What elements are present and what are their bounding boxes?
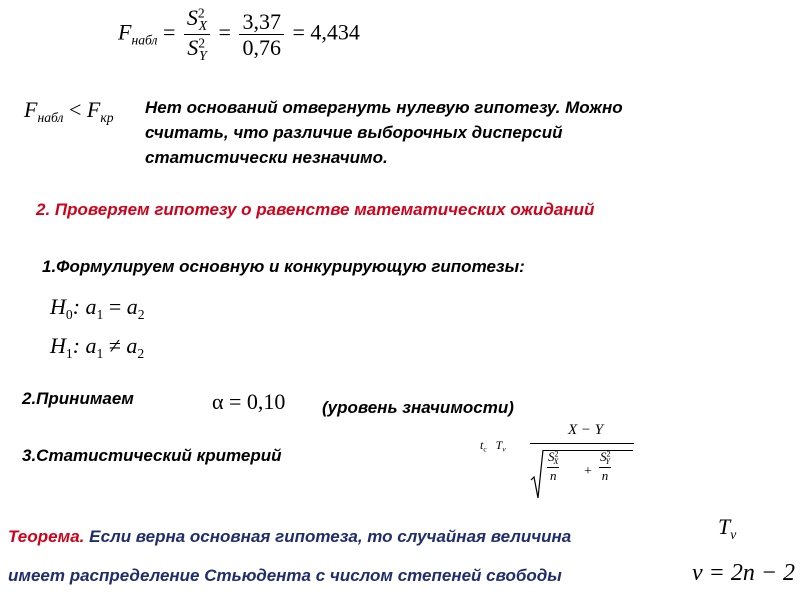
f-result: = 4,434: [292, 19, 360, 45]
theorem-line-2: имеет распределение Стьюдента с числом степеней свободы: [8, 566, 562, 585]
equals-sign: =: [162, 19, 176, 45]
theorem-t-symbol: T: [718, 514, 731, 539]
h0-symbol: H: [50, 294, 66, 319]
alpha-value: α = 0,10: [212, 389, 286, 414]
t-fraction-line: [530, 443, 634, 444]
h1-rhs: a: [126, 333, 138, 358]
f-obs-symbol: F: [24, 97, 38, 122]
t-n1: n: [547, 467, 560, 483]
value-numerator: 3,37: [242, 8, 281, 34]
h1-sub: 1: [65, 345, 73, 361]
sqrt-icon: [530, 448, 544, 500]
t-statistic-formula: [480, 422, 640, 502]
t-sy-sub: Y: [605, 456, 611, 466]
sx-sup: 2: [197, 5, 205, 21]
f-symbol: F: [118, 19, 132, 45]
hypothesis-h0: [50, 294, 145, 323]
t-numerator: X − Y: [568, 422, 604, 438]
step2-heading: 2. Проверяем гипотезу о равенстве математических ожиданий: [36, 200, 595, 219]
significance-note: (уровень значимости): [322, 398, 514, 417]
t-n2: n: [599, 467, 612, 483]
variance-ratio-fraction: [184, 6, 210, 63]
tv-symbol: T: [495, 438, 503, 452]
sx-sub: X: [198, 17, 208, 33]
theorem-tv: [718, 514, 736, 543]
h0-rhs-sub: 2: [137, 306, 145, 322]
conclusion-line-2: считать, что различие выборочных дисперсий: [145, 123, 563, 142]
f-obs-sub: набл: [37, 109, 64, 125]
f-observed-formula: [118, 6, 360, 63]
t-sy: S: [600, 449, 607, 464]
h1-symbol: H: [50, 333, 66, 358]
h0-sub: 0: [65, 306, 73, 322]
h0-relation: =: [108, 294, 122, 319]
t-sy-sup: 2: [606, 449, 611, 459]
theorem-t-sub: ν: [730, 526, 737, 542]
sy-over-n: [597, 450, 613, 483]
less-than-sign: <: [68, 97, 82, 122]
conclusion-line-3: статистически незначимо.: [145, 148, 388, 167]
h0-body-sub: 1: [96, 306, 104, 322]
substep1-label: 1.Формулируем основную и конкурирующую гипотезы:: [42, 257, 525, 276]
t-sx-sup: 2: [554, 449, 559, 459]
substep3-label: 3.Статистический критерий: [22, 446, 282, 465]
h0-body: : a: [72, 294, 97, 319]
theorem-line-1: [8, 527, 571, 547]
sy-sub: Y: [199, 47, 207, 63]
h1-body-sub: 1: [96, 345, 104, 361]
f-cr-sub: кр: [100, 109, 114, 125]
sx-symbol: S: [186, 5, 198, 30]
h0-rhs: a: [126, 294, 138, 319]
theorem-text-1: Если верна основная гипотеза, то случайная величина: [84, 527, 572, 546]
h1-rhs-sub: 2: [137, 345, 145, 361]
value-fraction: [239, 10, 284, 59]
tv-sub: v: [502, 444, 506, 454]
h1-relation: ≠: [108, 333, 121, 358]
sy-symbol: S: [187, 35, 199, 61]
hypothesis-h1: [50, 333, 144, 362]
t-lhs: [480, 438, 506, 454]
value-denominator: 0,76: [239, 34, 284, 59]
f-subscript: набл: [131, 32, 158, 48]
equals-sign-2: =: [218, 19, 231, 45]
t-plus: +: [584, 464, 592, 479]
t-sx-sub: X: [553, 456, 559, 466]
conclusion-line-1: Нет оснований отвергнуть нулевую гипотезу. Можно: [145, 98, 623, 117]
sy-sup: 2: [198, 35, 206, 51]
degrees-of-freedom-formula: ν = 2n − 2: [692, 560, 796, 586]
f-comparison: [24, 97, 114, 126]
t-lhs-symbol: t: [480, 438, 484, 452]
sx-over-n: [545, 450, 561, 483]
h1-body: : a: [72, 333, 97, 358]
t-lhs-sub: c: [483, 444, 487, 454]
f-cr-symbol: F: [86, 97, 101, 122]
t-sx: S: [548, 449, 555, 464]
substep2-label: 2.Принимаем: [22, 389, 134, 408]
theorem-label: Теорема.: [8, 527, 85, 546]
